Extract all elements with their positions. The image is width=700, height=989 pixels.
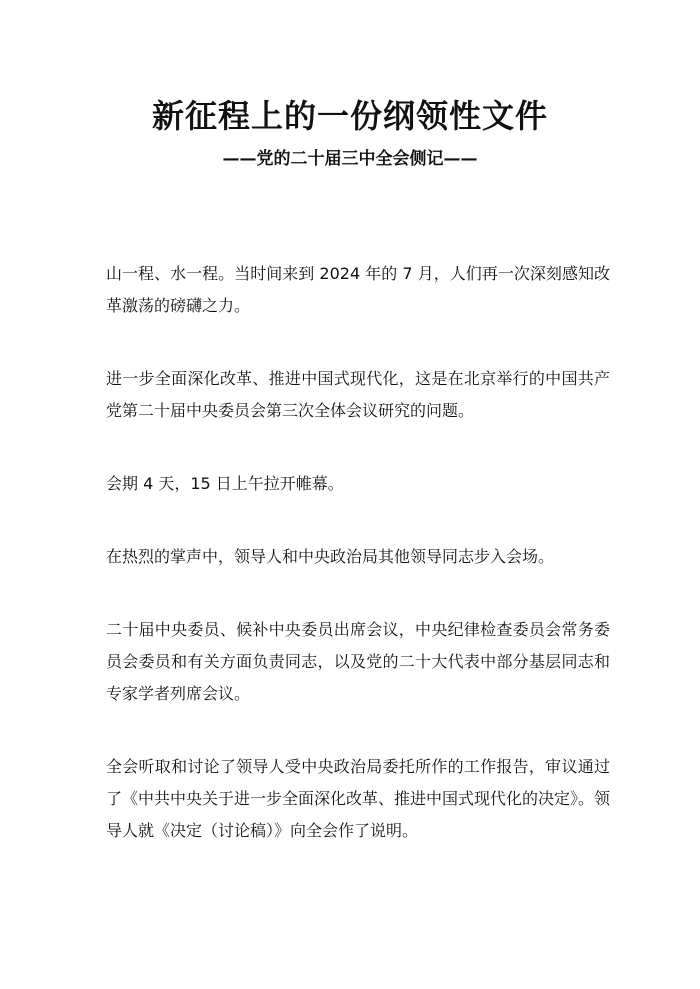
paragraph: 二十届中央委员、候补中央委员出席会议，中央纪律检查委员会常务委员会委员和有关方面负责同志，以及党的二十大代表中部分基层同志和专家学者列席会议。 [106,620,610,703]
article-title: 新征程上的一份纲领性文件 [151,97,548,135]
paragraph: 进一步全面深化改革、推进中国式现代化，这是在北京举行的中国共产党第二十届中央委员会第三次全体会议研究的问题。 [106,369,610,420]
paragraph: 会期 4 天，15 日上午拉开帷幕。 [106,474,344,493]
paragraph: 全会听取和讨论了领导人受中央政治局委托所作的工作报告，审议通过了《中共中央关于进一步全面深化改革、推进中国式现代化的决定》。领导人就《决定（讨论稿）》向全会作了说明。 [106,757,611,840]
article-subtitle: ——党的二十届三中全会侧记—— [222,149,478,169]
paragraph: 在热烈的掌声中，领导人和中央政治局其他领导同志步入会场。 [106,547,555,566]
article-body [106,258,610,888]
paragraph: 山一程、水一程。当时间来到 2024 年的 7 月，人们再一次深刻感知改革激荡的磅礴之力。 [106,264,610,315]
